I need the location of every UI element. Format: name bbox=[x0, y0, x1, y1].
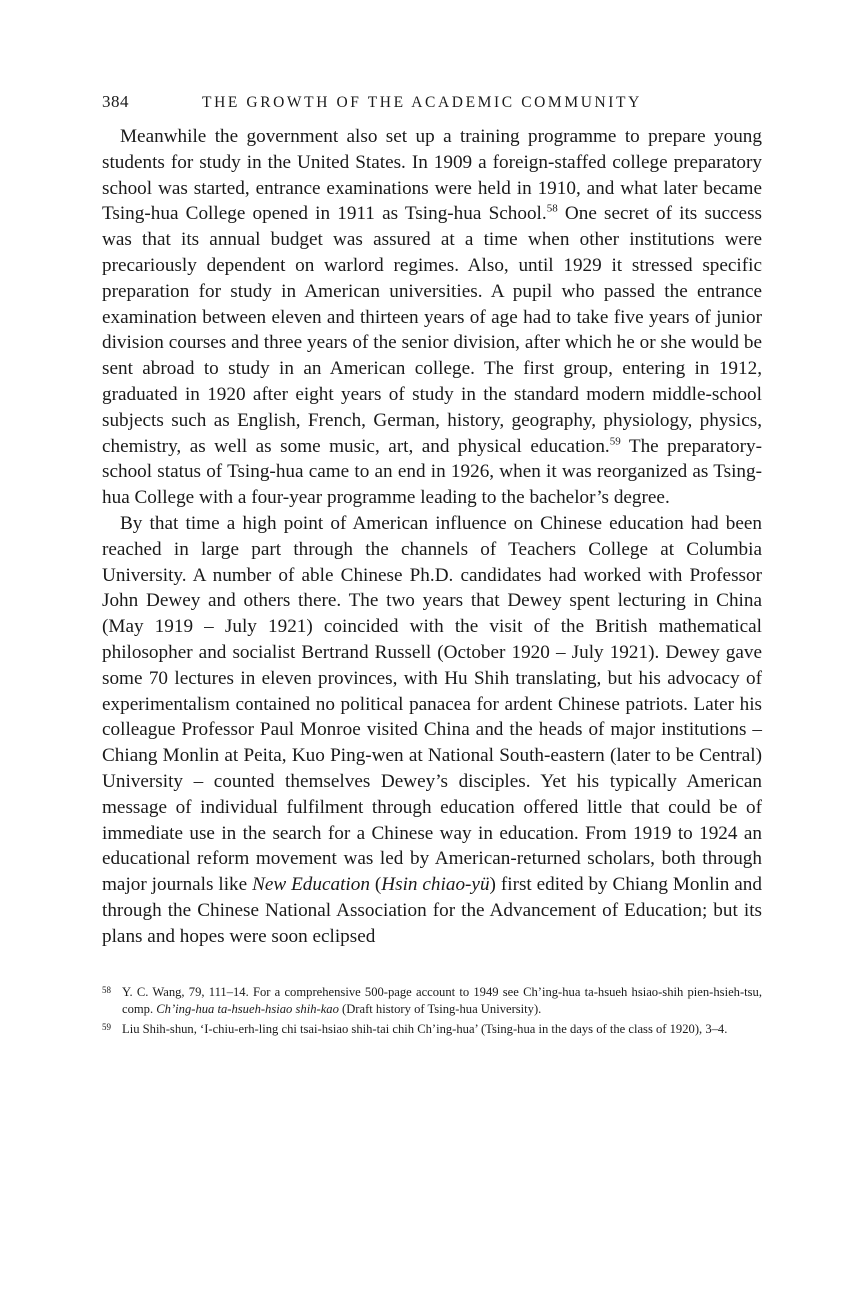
running-title: THE GROWTH OF THE ACADEMIC COMMUNITY bbox=[202, 94, 642, 111]
paragraph-1-text-b: One secret of its success was that its annual budget was assured at a time when other institutions were precariously dependent on warlord regimes. Also, until 1929 it stressed specific preparation for study in American universities. A pupil who passed the entrance examination between eleven and thirteen years of age had to take five years of junior division courses and three years of the senior division, after which he or she would be sent abroad to study in an American college. The first group, entering in 1912, graduated in 1920 after eight years of study in the standard modern middle-school subjects such as English, French, German, history, geography, physiology, physics, chemistry, as well as some music, art, and physical education. bbox=[102, 203, 763, 457]
paragraph-2-text-a: By that time a high point of American influence on Chinese education had been reached in large part through the channels of Teachers College at Columbia University. A number of able Chinese Ph.D. candidates had worked with Professor John Dewey and others there. The two years that Dewey spent lecturing in China (May 1919 – July 1921) coincided with the visit of the British mathematical philosopher and socialist Bertrand Russell (October 1920 – July 1921). Dewey gave some 70 lectures in eleven provinces, with Hu Shih translating, but his advocacy of experimentalism contained no political panacea for ardent Chinese patriots. Later his colleague Professor Paul Monroe visited China and the heads of major institutions – Chiang Monlin at Peita, Kuo Ping-wen at National South-eastern (later to be Central) University – counted themselves Dewey’s disciples. Yet his typically American message of individual fulfilment through education offered little that could be of immediate use in the search for a Chinese way in education. From 1919 to 1924 an educational reform movement was led by American-returned scholars, both through major journals like bbox=[102, 512, 762, 896]
footnote-book-title: Ch’ing-hua ta-hsueh-hsiao shih-kao bbox=[156, 1001, 339, 1016]
footnotes bbox=[102, 984, 762, 1039]
running-header bbox=[102, 92, 762, 112]
body-text bbox=[102, 124, 762, 950]
journal-title: New Education bbox=[252, 874, 370, 896]
paragraph-1-text-a: Meanwhile the government also set up a training programme to prepare young students for study in the United States. In 1909 a foreign-staffed college preparatory school was started, entrance examinations were held in 1910, and what later became Tsing-hua College opened in 1911 as Tsing-hua School. bbox=[102, 126, 762, 225]
footnote-ref-58[interactable]: 58 bbox=[546, 203, 558, 215]
footnote-text: Liu Shih-shun, ‘I-chiu-erh-ling chi tsai-hsiao shih-tai chih Ch’ing-hua’ (Tsing-hua in the days of the class of 1920), 3–4. bbox=[122, 1021, 728, 1036]
page-number: 384 bbox=[102, 92, 129, 111]
paragraph-2 bbox=[102, 511, 762, 950]
paragraph-1-text-c: The preparatory-school status of Tsing-hua came to an end in 1926, when it was reorganized as Tsing-hua College with a four-year programme leading to the bachelor’s degree. bbox=[102, 435, 762, 509]
footnote-ref-59[interactable]: 59 bbox=[609, 435, 621, 448]
footnote-number: 59 bbox=[102, 1021, 111, 1032]
footnote-text-end: (Draft history of Tsing-hua University). bbox=[338, 1001, 542, 1016]
footnote-58 bbox=[102, 984, 762, 1018]
footnote-59 bbox=[102, 1021, 762, 1038]
paragraph-2-text-b: ) first edited by Chiang Monlin and through the Chinese National Association for the Advancement of Education; but its plans and hopes were soon eclipsed bbox=[102, 874, 762, 947]
paragraph-2-paren: ( bbox=[369, 874, 382, 896]
journal-title-chinese: Hsin chiao-yü bbox=[381, 874, 490, 896]
paragraph-1 bbox=[102, 124, 762, 511]
footnote-number: 58 bbox=[102, 984, 111, 995]
book-page bbox=[102, 92, 762, 1041]
footnote-text: Y. C. Wang, 79, 111–14. For a comprehensive 500-page account to 1949 see Ch’ing-hua ta-hsueh hsiao-shih pien-hsieh-tsu, comp. bbox=[122, 984, 762, 1016]
